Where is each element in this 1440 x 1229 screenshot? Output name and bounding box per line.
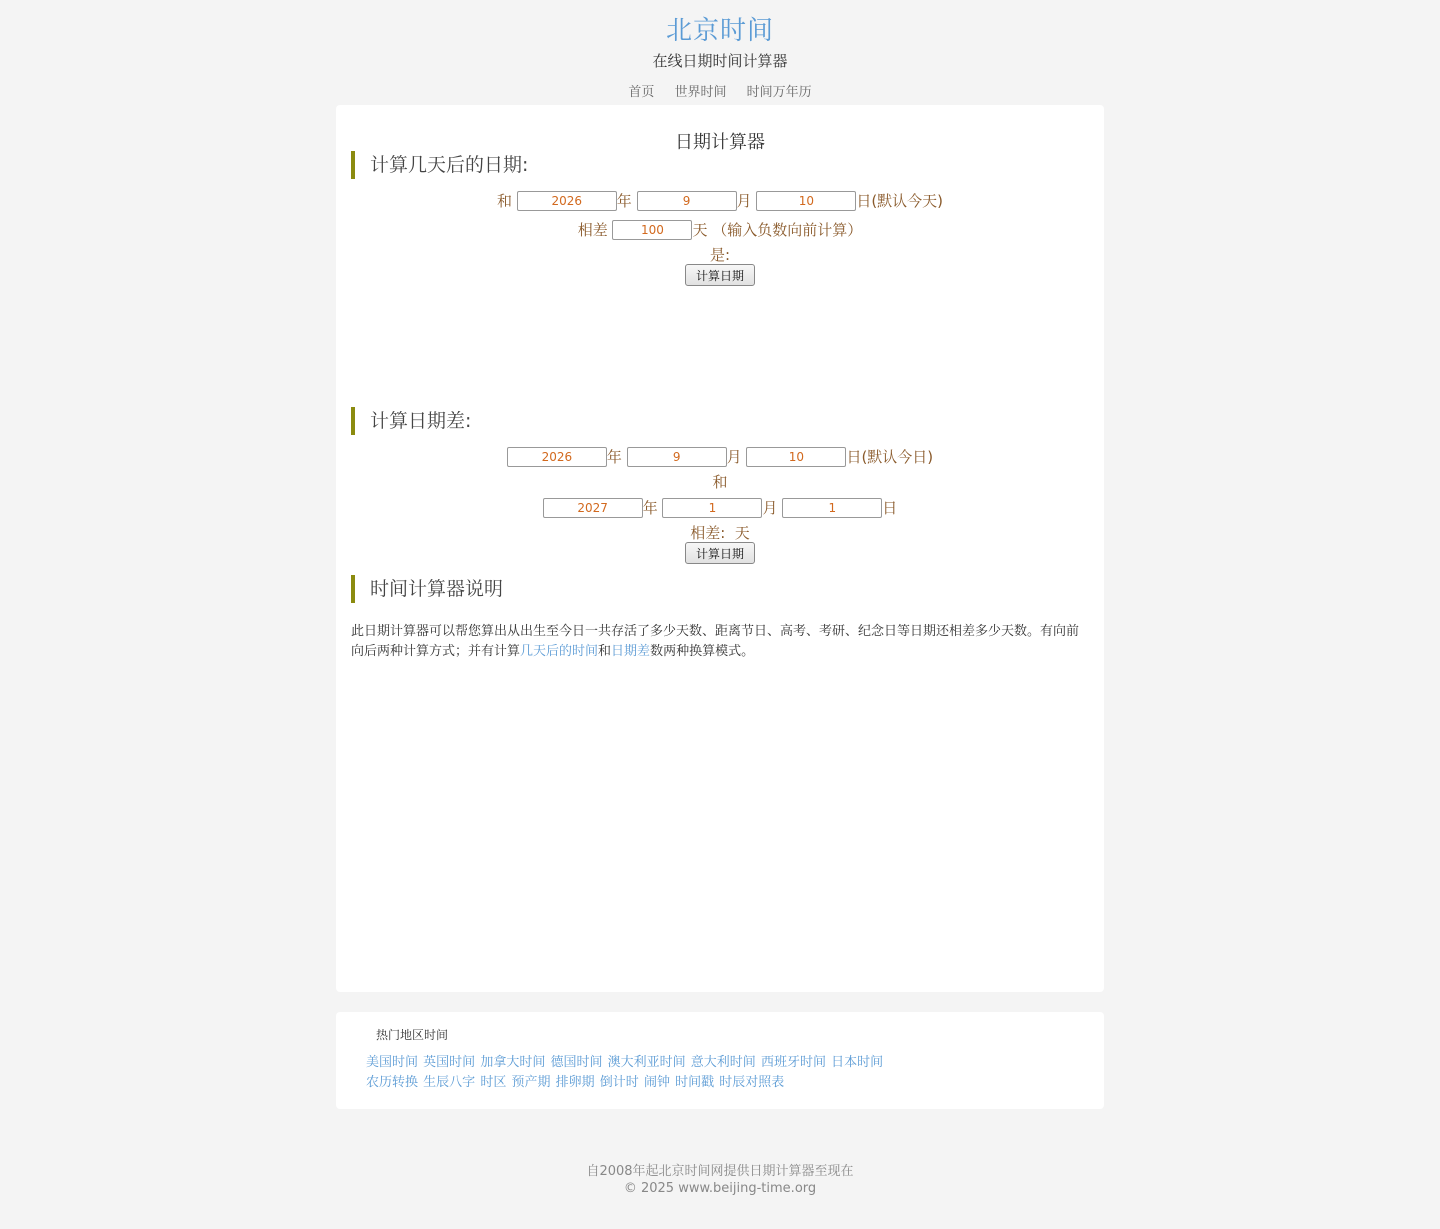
date-diff-link[interactable]: 日期差 xyxy=(611,644,651,659)
days-after-link[interactable]: 几天后的时间 xyxy=(520,644,599,659)
start-day-input[interactable] xyxy=(756,191,856,211)
hot-link-spain[interactable]: 西班牙时间 xyxy=(760,1055,826,1070)
diff-days-unit: 天 xyxy=(692,221,708,239)
hot-link-japan[interactable]: 日本时间 xyxy=(831,1055,884,1070)
nav-world-time[interactable]: 世界时间 xyxy=(674,85,727,100)
diff-days-input[interactable] xyxy=(612,220,692,240)
hot-link-alarm[interactable]: 闹钟 xyxy=(643,1075,670,1090)
footer-line-1: 自2008年起北京时间网提供日期计算器至现在 xyxy=(586,1164,854,1179)
hot-link-uk[interactable]: 英国时间 xyxy=(423,1055,476,1070)
second-year-input[interactable] xyxy=(543,498,643,518)
start-year-input[interactable] xyxy=(517,191,617,211)
description-text-before: 此日期计算器可以帮您算出从出生至今日一共存活了多少天数、距离节日、高考、考研、纪念日等日期还相差多少天数。有向前向后两种计算方式；并有计算 xyxy=(351,624,1080,659)
start-month-input[interactable] xyxy=(637,191,737,211)
first-day-input[interactable] xyxy=(746,447,846,467)
date-diff-first-date-row xyxy=(336,446,1104,467)
second-month-input[interactable] xyxy=(662,498,762,518)
day-unit-default-today: 日(默认今日) xyxy=(846,448,934,466)
hot-link-canada[interactable]: 加拿大时间 xyxy=(480,1055,546,1070)
hot-link-australia[interactable]: 澳大利亚时间 xyxy=(607,1055,686,1070)
site-title[interactable]: 北京时间 xyxy=(665,16,774,46)
hot-link-timezone[interactable]: 时区 xyxy=(480,1075,507,1090)
diff-result-label: 相差: xyxy=(690,524,726,542)
calculate-days-after-button[interactable]: 计算日期 xyxy=(685,264,755,286)
result-label: 是: xyxy=(709,246,731,264)
diff-result-unit: 天 xyxy=(734,524,750,542)
hot-link-shichen[interactable]: 时辰对照表 xyxy=(719,1075,785,1090)
year-unit: 年 xyxy=(642,499,658,517)
days-diff-row xyxy=(336,219,1104,240)
nav-calendar[interactable]: 时间万年历 xyxy=(746,85,812,100)
hot-links-row-1 xyxy=(366,1051,884,1070)
date-diff-and-row xyxy=(336,471,1104,492)
calculator-title: 日期计算器 xyxy=(675,132,765,153)
hot-links-row-2 xyxy=(366,1071,785,1090)
days-after-date-row xyxy=(336,190,1104,211)
section-description-heading: 时间计算器说明 xyxy=(351,575,503,603)
month-unit: 月 xyxy=(762,499,778,517)
description-text-mid: 和 xyxy=(598,644,612,659)
diff-label: 相差 xyxy=(577,221,608,239)
year-unit: 年 xyxy=(616,192,632,210)
and-label: 和 xyxy=(496,192,512,210)
date-diff-second-date-row xyxy=(336,497,1104,518)
day-unit: 日 xyxy=(882,499,898,517)
top-nav xyxy=(0,81,1440,100)
description-text-after: 数两种换算模式。 xyxy=(650,644,755,659)
hot-link-lunar[interactable]: 农历转换 xyxy=(366,1075,419,1090)
section-date-diff-heading: 计算日期差: xyxy=(351,407,471,435)
hot-link-germany[interactable]: 德国时间 xyxy=(550,1055,603,1070)
month-unit: 月 xyxy=(726,448,742,466)
year-unit: 年 xyxy=(606,448,622,466)
hot-link-countdown[interactable]: 倒计时 xyxy=(599,1075,639,1090)
nav-home[interactable]: 首页 xyxy=(628,85,655,100)
first-year-input[interactable] xyxy=(507,447,607,467)
days-after-result-row xyxy=(336,244,1104,265)
hot-link-italy[interactable]: 意大利时间 xyxy=(690,1055,756,1070)
hot-regions-title: 热门地区时间 xyxy=(376,1028,449,1042)
hot-link-timestamp[interactable]: 时间戳 xyxy=(675,1075,715,1090)
section-days-after-heading: 计算几天后的日期: xyxy=(351,151,528,179)
hot-link-usa[interactable]: 美国时间 xyxy=(366,1055,419,1070)
first-month-input[interactable] xyxy=(627,447,727,467)
description-paragraph xyxy=(351,622,1091,662)
second-day-input[interactable] xyxy=(782,498,882,518)
day-unit-default-today: 日(默认今天) xyxy=(856,192,944,210)
calculate-date-diff-button[interactable]: 计算日期 xyxy=(685,542,755,564)
month-unit: 月 xyxy=(736,192,752,210)
site-subtitle: 在线日期时间计算器 xyxy=(652,52,788,70)
date-diff-result-row xyxy=(336,522,1104,543)
diff-hint: （输入负数向前计算） xyxy=(712,221,863,239)
and-label: 和 xyxy=(712,473,728,491)
hot-link-ovulation[interactable]: 排卵期 xyxy=(555,1075,595,1090)
hot-link-due-date[interactable]: 预产期 xyxy=(511,1075,551,1090)
hot-link-bazi[interactable]: 生辰八字 xyxy=(423,1075,476,1090)
footer-copyright: © 2025 www.beijing-time.org xyxy=(623,1181,817,1196)
